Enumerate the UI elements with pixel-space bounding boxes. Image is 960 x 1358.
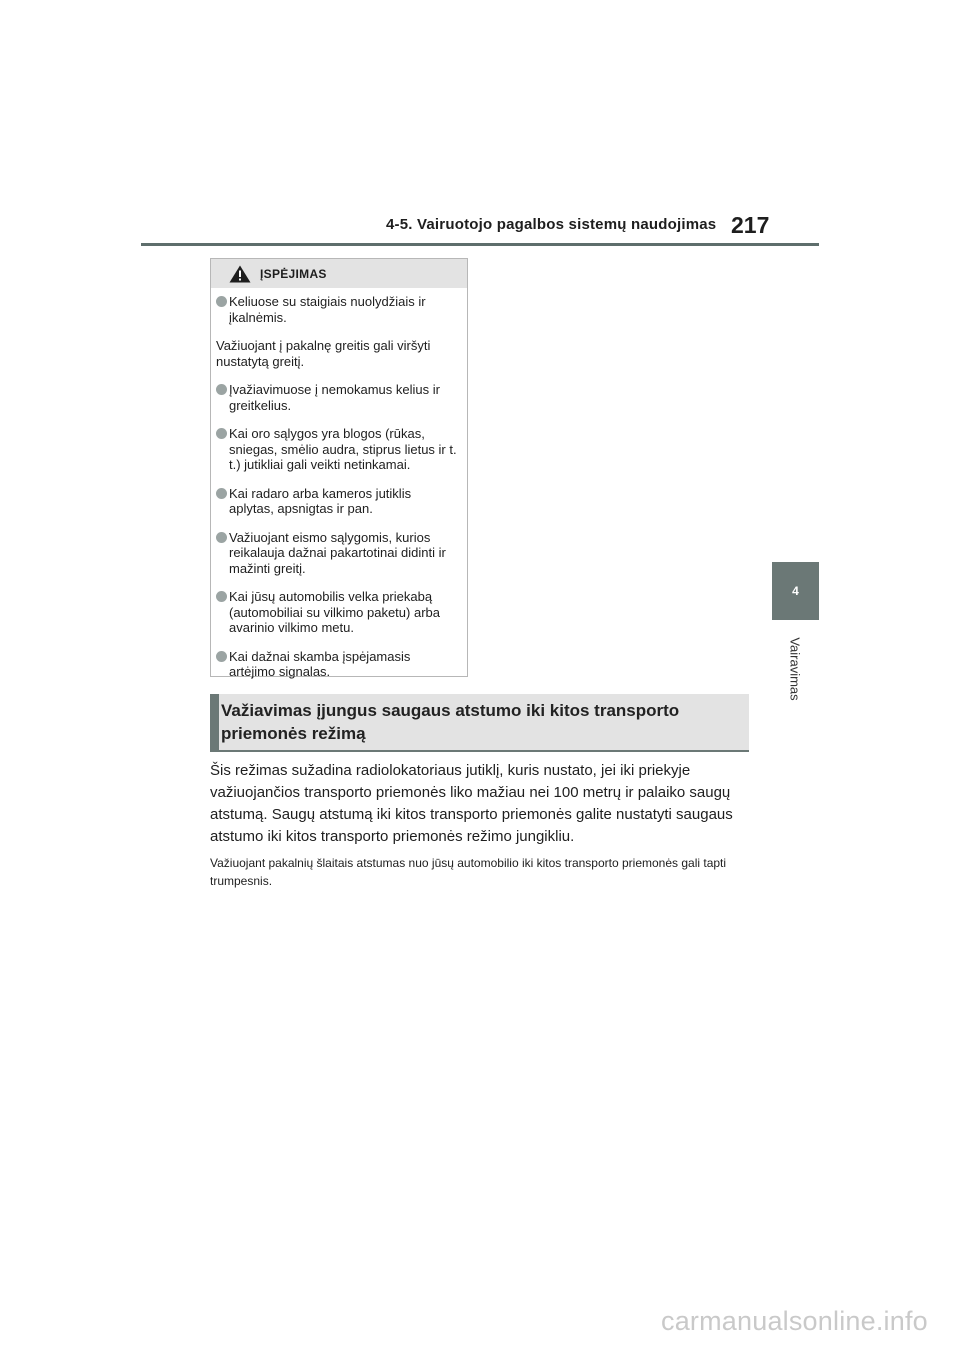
chapter-name: Vairavimas [787, 637, 803, 701]
bullet-icon [216, 384, 227, 395]
warning-item [216, 649, 459, 680]
warning-item [216, 382, 459, 413]
warning-header [211, 259, 467, 288]
bullet-icon [216, 428, 227, 439]
warning-body [211, 288, 467, 680]
warning-paragraph: Važiuojant į pakalnę greitis gali viršyti nustatytą greitį. [216, 338, 431, 369]
bullet-icon [216, 296, 227, 307]
warning-item [216, 530, 459, 577]
warning-item [216, 294, 459, 325]
bullet-icon [216, 532, 227, 543]
bullet-icon [216, 651, 227, 662]
warning-item-text: Kai dažnai skamba įspėjamasis artėjimo signalas. [229, 648, 411, 679]
watermark: carmanualsonline.info [661, 1306, 928, 1336]
warning-item-text: Įvažiavimuose į nemokamus kelius ir greitkelius. [229, 382, 440, 413]
bullet-icon [216, 488, 227, 499]
warning-item-text: Kai oro sąlygos yra blogos (rūkas, sniegas, smėlio audra, stiprus lietus ir t. t.) jutikliai gali veikti netinkamai. [229, 426, 457, 472]
section-heading-title: Važiavimas įjungus saugaus atstumo iki kitos transporto priemonės režimą [221, 701, 680, 743]
chapter-tab [772, 562, 819, 620]
note-paragraph: Važiuojant pakalnių šlaitais atstumas nuo jūsų automobilio iki kitos transporto priemonės gali tapti trumpesnis. [210, 856, 727, 888]
section-title: 4-5. Vairuotojo pagalbos sistemų naudojimas [386, 216, 717, 233]
warning-item [216, 426, 459, 473]
warning-box [210, 258, 468, 677]
warning-title: ĮSPĖJIMAS [260, 266, 327, 281]
warning-item-text: Važiuojant eismo sąlygomis, kurios reikalauja dažnai pakartotinai didinti ir mažinti greitį. [229, 529, 446, 576]
header-divider [141, 243, 819, 246]
warning-item-text: Kai radaro arba kameros jutiklis aplytas, apsnigtas ir pan. [229, 485, 412, 516]
warning-item [216, 589, 459, 636]
heading-accent-bar [210, 694, 219, 750]
warning-item-text: Keliuose su staigiais nuolydžiais ir įkalnėmis. [229, 294, 426, 325]
page-number: 217 [731, 212, 770, 238]
bullet-icon [216, 591, 227, 602]
chapter-number: 4 [792, 584, 799, 598]
section-heading [210, 694, 749, 752]
warning-item [216, 486, 459, 517]
warning-item-text: Kai jūsų automobilis velka priekabą (automobiliai su vilkimo paketu) arba avarinio vilkimo metu. [229, 589, 440, 635]
body-paragraph: Šis režimas sužadina radiolokatoriaus jutiklį, kuris nustato, jei iki priekyje važiuojančios transporto priemonės liko mažiau nei 100 metrų ir palaiko saugų atstumą. Saugų atstumą iki kitos transporto priemonės galite nustatyti saugaus atstumo iki kitos transporto priemonės režimo jungikliu. [210, 762, 733, 845]
warning-triangle-icon [229, 265, 251, 283]
